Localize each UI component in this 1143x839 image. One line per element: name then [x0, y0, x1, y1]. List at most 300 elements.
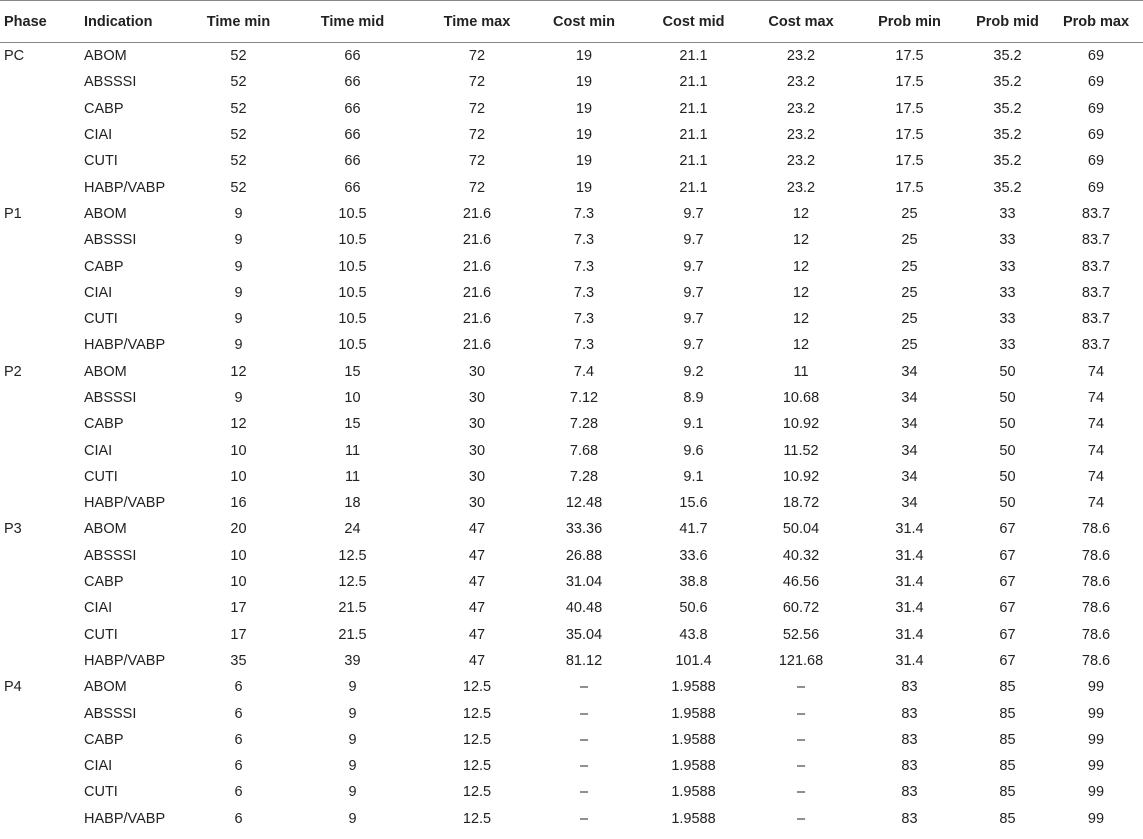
- time-min-cell: 6: [234, 679, 243, 696]
- indication-cell: CABP: [84, 416, 124, 433]
- table-row: [0, 122, 1143, 148]
- phase-cell: [0, 753, 84, 779]
- cost-min-cell: 26.88: [565, 547, 603, 564]
- prob-min-cell: 34: [901, 416, 918, 433]
- table-body: [0, 43, 1143, 832]
- prob-max-cell: 83.7: [1081, 337, 1111, 354]
- cost-min-cell: 31.04: [565, 574, 603, 591]
- prob-min-cell: 83: [901, 758, 918, 775]
- cost-max-cell: 60.72: [782, 600, 820, 617]
- table-row: [0, 516, 1143, 542]
- prob-max-cell: 74: [1087, 416, 1105, 433]
- table-row: [0, 253, 1143, 279]
- prob-min-cell: 17.5: [895, 179, 924, 196]
- prob-mid-cell: 35.2: [993, 179, 1022, 196]
- time-min-cell: 17: [230, 600, 247, 617]
- time-min-cell: 35: [230, 652, 247, 669]
- cost-max-cell: 11.52: [783, 442, 819, 459]
- prob-mid-cell: 35.2: [993, 100, 1022, 117]
- phase-cell: [0, 174, 84, 200]
- table-row: [0, 96, 1143, 122]
- cost-max-cell: 10.92: [782, 416, 820, 433]
- indication-cell: ABOM: [84, 679, 127, 696]
- cost-mid-cell: 9.7: [683, 311, 704, 328]
- header-row: [0, 1, 1143, 43]
- table-row: [0, 648, 1143, 674]
- cost-mid-cell: 21.1: [679, 48, 708, 65]
- cost-max-cell: 12: [792, 284, 810, 301]
- prob-max-cell: 69: [1087, 153, 1105, 170]
- cost-min-cell: 7.28: [569, 416, 599, 433]
- prob-min-cell: 83: [901, 810, 918, 827]
- phase-cell: [0, 569, 84, 595]
- prob-max-cell: 74: [1087, 390, 1105, 406]
- cost-max-cell: 52.56: [782, 626, 820, 643]
- prob-min-cell: 25: [901, 284, 918, 301]
- prob-mid-cell: 85: [999, 758, 1016, 775]
- phase-cell: [0, 96, 84, 122]
- column-header-time-min: Time min: [196, 1, 281, 43]
- time-mid-cell: 10: [344, 390, 361, 406]
- table-row: [0, 674, 1143, 700]
- prob-mid-cell: 50: [999, 495, 1016, 512]
- cost-min-cell: 19: [575, 48, 593, 65]
- prob-max-cell: 74: [1087, 363, 1105, 380]
- indication-cell: CABP: [84, 574, 124, 591]
- column-header-prob-min: Prob min: [853, 1, 966, 43]
- indication-cell: HABP/VABP: [84, 179, 166, 196]
- indication-cell: ABOM: [84, 48, 127, 65]
- cost-mid-cell: 21.1: [679, 127, 708, 144]
- prob-min-cell: 17.5: [895, 127, 924, 144]
- table-row: [0, 43, 1143, 70]
- phase-cell: [0, 648, 84, 674]
- table-row: [0, 227, 1143, 253]
- cost-mid-cell: 9.7: [683, 258, 704, 275]
- cost-max-cell: –: [796, 705, 806, 722]
- cost-mid-cell: 8.9: [683, 390, 704, 406]
- cost-mid-cell: 1.9588: [671, 810, 716, 827]
- phase-cell: [0, 700, 84, 726]
- indication-cell: ABOM: [84, 205, 127, 222]
- time-max-cell: 12.5: [462, 731, 492, 748]
- time-mid-cell: 66: [344, 74, 361, 91]
- prob-mid-cell: 67: [999, 652, 1016, 669]
- time-min-cell: 6: [234, 758, 243, 775]
- prob-min-cell: 34: [901, 495, 918, 512]
- indication-cell: CABP: [84, 731, 124, 748]
- phase-cell: [0, 806, 84, 832]
- phase-cell: P3: [4, 521, 22, 538]
- table-row: [0, 280, 1143, 306]
- time-max-cell: 12.5: [462, 784, 492, 801]
- cost-mid-cell: 1.9588: [671, 679, 716, 696]
- cost-max-cell: 12: [792, 205, 810, 222]
- cost-min-cell: –: [579, 810, 589, 827]
- phase-cell: P2: [4, 363, 22, 380]
- indication-cell: ABSSSI: [84, 705, 137, 722]
- time-mid-cell: 24: [344, 521, 361, 538]
- prob-mid-cell: 85: [999, 810, 1016, 827]
- time-max-cell: 12.5: [462, 679, 492, 696]
- cost-mid-cell: 43.8: [679, 626, 708, 643]
- cost-min-cell: 7.28: [569, 468, 599, 485]
- time-max-cell: 30: [468, 495, 486, 512]
- prob-mid-cell: 50: [999, 363, 1016, 380]
- indication-cell: CABP: [84, 258, 124, 275]
- prob-mid-cell: 67: [999, 626, 1016, 643]
- prob-mid-cell: 50: [999, 390, 1016, 406]
- time-min-cell: 9: [234, 232, 243, 249]
- cost-max-cell: 23.2: [786, 153, 816, 170]
- prob-min-cell: 31.4: [895, 521, 924, 538]
- cost-max-cell: 23.2: [786, 48, 816, 65]
- indication-cell: HABP/VABP: [84, 337, 166, 354]
- prob-min-cell: 31.4: [895, 600, 924, 617]
- indication-cell: CIAI: [84, 284, 113, 301]
- time-min-cell: 52: [230, 127, 247, 144]
- cost-max-cell: 46.56: [782, 574, 820, 591]
- cost-min-cell: 40.48: [565, 600, 603, 617]
- cost-max-cell: 23.2: [786, 179, 816, 196]
- time-mid-cell: 66: [344, 127, 361, 144]
- prob-max-cell: 69: [1087, 127, 1105, 144]
- column-header-time-mid: Time mid: [281, 1, 424, 43]
- cost-min-cell: –: [579, 705, 589, 722]
- phase-cell: [0, 622, 84, 648]
- table-row: [0, 700, 1143, 726]
- time-max-cell: 72: [468, 127, 486, 144]
- time-max-cell: 47: [468, 600, 486, 617]
- indication-cell: CUTI: [84, 311, 118, 328]
- time-min-cell: 6: [234, 731, 243, 748]
- time-max-cell: 21.6: [462, 337, 492, 354]
- table-row: [0, 385, 1143, 411]
- table-row: [0, 622, 1143, 648]
- phase-cell: [0, 411, 84, 437]
- cost-min-cell: 7.68: [569, 442, 599, 459]
- cost-min-cell: –: [579, 679, 589, 696]
- column-header-time-max: Time max: [424, 1, 530, 43]
- prob-mid-cell: 50: [999, 416, 1016, 433]
- prob-mid-cell: 33: [999, 311, 1016, 328]
- time-max-cell: 72: [468, 48, 486, 65]
- time-max-cell: 21.6: [462, 311, 492, 328]
- table-row: [0, 332, 1143, 358]
- prob-mid-cell: 67: [999, 547, 1016, 564]
- cost-min-cell: 19: [575, 127, 593, 144]
- table-row: [0, 806, 1143, 832]
- cost-max-cell: 12: [792, 258, 810, 275]
- table-row: [0, 464, 1143, 490]
- prob-max-cell: 99: [1087, 705, 1105, 722]
- prob-min-cell: 83: [901, 679, 918, 696]
- phase-cell: [0, 464, 84, 490]
- prob-max-cell: 99: [1087, 784, 1105, 801]
- prob-max-cell: 74: [1087, 495, 1105, 512]
- indication-cell: CUTI: [84, 153, 118, 170]
- cost-min-cell: 7.3: [573, 311, 595, 328]
- prob-min-cell: 83: [901, 731, 918, 748]
- time-max-cell: 47: [468, 652, 486, 669]
- table-row: [0, 569, 1143, 595]
- indication-cell: CIAI: [84, 127, 113, 144]
- cost-max-cell: 121.68: [778, 652, 824, 669]
- prob-mid-cell: 67: [999, 600, 1016, 617]
- prob-min-cell: 25: [901, 258, 918, 275]
- table-row: [0, 727, 1143, 753]
- time-min-cell: 52: [230, 74, 247, 91]
- cost-max-cell: 11: [793, 363, 809, 380]
- cost-mid-cell: 21.1: [679, 153, 708, 170]
- prob-max-cell: 69: [1087, 179, 1105, 196]
- time-max-cell: 47: [468, 574, 486, 591]
- time-mid-cell: 10.5: [338, 284, 367, 301]
- prob-mid-cell: 50: [999, 468, 1016, 485]
- time-min-cell: 52: [230, 48, 247, 65]
- prob-max-cell: 69: [1087, 48, 1105, 65]
- cost-mid-cell: 41.7: [679, 521, 708, 538]
- cost-min-cell: 19: [575, 74, 593, 91]
- cost-mid-cell: 9.2: [683, 363, 704, 380]
- time-mid-cell: 15: [344, 363, 361, 380]
- cost-max-cell: 23.2: [786, 100, 816, 117]
- cost-max-cell: 23.2: [786, 127, 816, 144]
- prob-max-cell: 78.6: [1081, 521, 1111, 538]
- table-row: [0, 753, 1143, 779]
- prob-mid-cell: 67: [999, 574, 1016, 591]
- cost-mid-cell: 9.7: [683, 232, 704, 249]
- time-min-cell: 6: [234, 705, 243, 722]
- indication-cell: ABOM: [84, 363, 127, 380]
- cost-mid-cell: 1.9588: [671, 758, 716, 775]
- cost-max-cell: 50.04: [782, 521, 820, 538]
- time-max-cell: 12.5: [462, 758, 492, 775]
- cost-min-cell: 12.48: [565, 495, 603, 512]
- column-header-prob-mid: Prob mid: [966, 1, 1049, 43]
- cost-mid-cell: 38.8: [679, 574, 708, 591]
- prob-min-cell: 34: [901, 390, 918, 406]
- prob-mid-cell: 85: [999, 679, 1016, 696]
- cost-min-cell: 7.4: [573, 363, 595, 380]
- cost-min-cell: 7.12: [569, 390, 599, 406]
- indication-cell: CABP: [84, 100, 124, 117]
- prob-max-cell: 74: [1087, 442, 1105, 459]
- cost-min-cell: –: [579, 784, 589, 801]
- prob-min-cell: 17.5: [895, 74, 924, 91]
- prob-min-cell: 34: [901, 363, 918, 380]
- phase-cell: [0, 122, 84, 148]
- time-min-cell: 9: [234, 390, 243, 406]
- time-min-cell: 52: [230, 179, 247, 196]
- time-mid-cell: 18: [344, 495, 361, 512]
- time-mid-cell: 9: [348, 705, 357, 722]
- table-row: [0, 543, 1143, 569]
- prob-mid-cell: 85: [999, 731, 1016, 748]
- cost-max-cell: 12: [792, 232, 810, 249]
- cost-min-cell: 35.04: [565, 626, 603, 643]
- time-mid-cell: 39: [344, 652, 361, 669]
- time-mid-cell: 12.5: [338, 574, 367, 591]
- column-header-indication: Indication: [84, 1, 196, 43]
- indication-cell: CIAI: [84, 442, 113, 459]
- time-mid-cell: 12.5: [338, 547, 367, 564]
- cost-max-cell: 40.32: [782, 547, 820, 564]
- time-mid-cell: 21.5: [338, 600, 367, 617]
- time-max-cell: 30: [468, 442, 486, 459]
- prob-mid-cell: 35.2: [993, 153, 1022, 170]
- prob-max-cell: 83.7: [1081, 232, 1111, 249]
- table-row: [0, 69, 1143, 95]
- time-mid-cell: 66: [344, 153, 361, 170]
- prob-mid-cell: 35.2: [993, 127, 1022, 144]
- cost-max-cell: 12: [792, 337, 810, 354]
- column-header-cost-min: Cost min: [530, 1, 638, 43]
- time-mid-cell: 11: [344, 442, 361, 459]
- time-max-cell: 30: [468, 363, 486, 380]
- time-min-cell: 12: [230, 363, 247, 380]
- phase-cell: [0, 490, 84, 516]
- prob-min-cell: 34: [901, 468, 918, 485]
- prob-min-cell: 25: [901, 205, 918, 222]
- prob-mid-cell: 35.2: [993, 48, 1022, 65]
- time-mid-cell: 66: [344, 48, 361, 65]
- time-min-cell: 12: [230, 416, 247, 433]
- prob-min-cell: 17.5: [895, 48, 924, 65]
- cost-max-cell: 10.92: [782, 468, 820, 485]
- prob-max-cell: 78.6: [1081, 652, 1111, 669]
- table-row: [0, 306, 1143, 332]
- phase-cell: P1: [4, 205, 22, 222]
- cost-min-cell: 7.3: [573, 258, 595, 275]
- phase-cell: [0, 148, 84, 174]
- cost-min-cell: 7.3: [573, 337, 595, 354]
- time-max-cell: 47: [468, 626, 486, 643]
- table-row: [0, 595, 1143, 621]
- indication-cell: CUTI: [84, 626, 118, 643]
- prob-max-cell: 78.6: [1081, 600, 1111, 617]
- time-max-cell: 72: [468, 100, 486, 117]
- phase-cell: [0, 253, 84, 279]
- time-max-cell: 47: [468, 547, 486, 564]
- prob-max-cell: 69: [1087, 100, 1105, 117]
- time-min-cell: 17: [230, 626, 247, 643]
- time-min-cell: 10: [230, 442, 247, 459]
- time-max-cell: 30: [468, 390, 486, 406]
- time-min-cell: 9: [234, 311, 243, 328]
- time-max-cell: 21.6: [462, 284, 492, 301]
- cost-max-cell: –: [796, 784, 806, 801]
- indication-cell: CUTI: [84, 784, 118, 801]
- time-mid-cell: 10.5: [338, 337, 367, 354]
- prob-max-cell: 99: [1087, 679, 1105, 696]
- prob-max-cell: 83.7: [1081, 205, 1111, 222]
- phase-cell: [0, 280, 84, 306]
- prob-min-cell: 25: [901, 311, 918, 328]
- cost-mid-cell: 50.6: [679, 600, 708, 617]
- prob-min-cell: 83: [901, 784, 918, 801]
- time-mid-cell: 10.5: [338, 311, 367, 328]
- prob-min-cell: 31.4: [895, 547, 924, 564]
- phase-cell: [0, 306, 84, 332]
- prob-mid-cell: 50: [999, 442, 1016, 459]
- table-row: [0, 490, 1143, 516]
- indication-cell: ABOM: [84, 521, 127, 538]
- phase-cell: [0, 69, 84, 95]
- prob-mid-cell: 85: [999, 705, 1016, 722]
- time-max-cell: 72: [468, 153, 486, 170]
- indication-cell: HABP/VABP: [84, 495, 166, 512]
- time-mid-cell: 9: [348, 731, 357, 748]
- phase-cell: [0, 332, 84, 358]
- indication-cell: ABSSSI: [84, 547, 137, 564]
- cost-min-cell: 7.3: [573, 284, 595, 301]
- phase-cell: [0, 779, 84, 805]
- time-mid-cell: 66: [344, 179, 361, 196]
- cost-min-cell: 81.12: [565, 652, 603, 669]
- time-mid-cell: 10.5: [338, 205, 367, 222]
- cost-mid-cell: 15.6: [679, 495, 708, 512]
- prob-max-cell: 83.7: [1081, 258, 1111, 275]
- time-mid-cell: 9: [348, 758, 357, 775]
- prob-min-cell: 25: [901, 337, 918, 354]
- time-min-cell: 16: [230, 495, 247, 512]
- indication-cell: ABSSSI: [84, 232, 137, 249]
- time-max-cell: 72: [468, 74, 486, 91]
- cost-mid-cell: 21.1: [679, 179, 708, 196]
- phase-cell: [0, 543, 84, 569]
- table-row: [0, 148, 1143, 174]
- time-min-cell: 9: [234, 284, 243, 301]
- time-min-cell: 52: [230, 100, 247, 117]
- time-max-cell: 21.6: [462, 232, 492, 249]
- prob-max-cell: 83.7: [1081, 311, 1111, 328]
- column-header-cost-mid: Cost mid: [638, 1, 749, 43]
- cost-mid-cell: 9.1: [683, 468, 704, 485]
- cost-mid-cell: 9.7: [683, 284, 704, 301]
- indication-cell: CIAI: [84, 758, 113, 775]
- cost-min-cell: 19: [575, 100, 593, 117]
- cost-max-cell: 10.68: [782, 390, 820, 406]
- prob-mid-cell: 33: [999, 337, 1016, 354]
- cost-mid-cell: 9.1: [683, 416, 704, 433]
- time-min-cell: 9: [234, 337, 243, 354]
- prob-max-cell: 69: [1087, 74, 1105, 91]
- time-max-cell: 21.6: [462, 205, 492, 222]
- time-mid-cell: 9: [348, 679, 357, 696]
- time-max-cell: 21.6: [462, 258, 492, 275]
- cost-mid-cell: 9.6: [683, 442, 704, 459]
- prob-max-cell: 78.6: [1081, 547, 1111, 564]
- prob-mid-cell: 33: [999, 232, 1016, 249]
- prob-mid-cell: 33: [999, 284, 1016, 301]
- indication-cell: HABP/VABP: [84, 810, 166, 827]
- column-header-prob-max: Prob max: [1049, 1, 1143, 43]
- prob-min-cell: 17.5: [895, 100, 924, 117]
- time-min-cell: 20: [230, 521, 247, 538]
- cost-mid-cell: 1.9588: [671, 731, 716, 748]
- time-min-cell: 9: [234, 258, 243, 275]
- time-mid-cell: 11: [344, 468, 361, 485]
- cost-min-cell: 7.3: [573, 232, 595, 249]
- prob-mid-cell: 33: [999, 205, 1016, 222]
- cost-mid-cell: 21.1: [679, 100, 708, 117]
- time-max-cell: 12.5: [462, 810, 492, 827]
- time-max-cell: 12.5: [462, 705, 492, 722]
- time-max-cell: 47: [468, 521, 486, 538]
- cost-max-cell: –: [796, 679, 806, 696]
- cost-min-cell: 19: [575, 179, 593, 196]
